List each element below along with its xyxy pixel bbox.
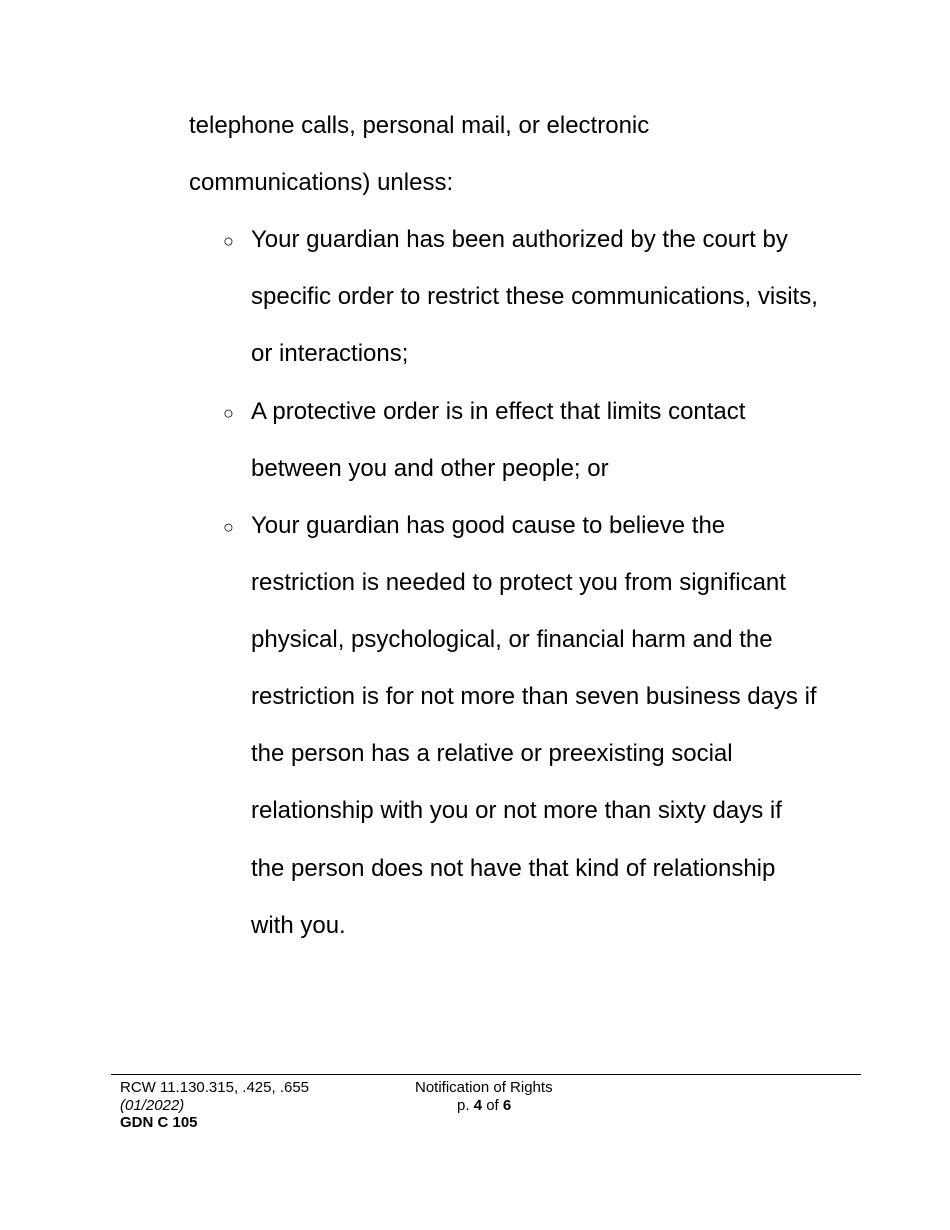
footer-form-number: GDN C 105	[120, 1114, 198, 1131]
bullet-text-line: A protective order is in effect that limits contact	[251, 398, 746, 425]
footer-revision-date: (01/2022)	[120, 1097, 185, 1114]
bullet-text-line: restriction is needed to protect you from significant	[251, 569, 786, 596]
bullet-text-line: physical, psychological, or financial harm and the	[251, 626, 773, 653]
body-text-line: telephone calls, personal mail, or electronic	[189, 112, 650, 139]
bullet-text-line: with you.	[251, 912, 346, 939]
footer-statute: RCW 11.130.315, .425, .655	[120, 1079, 310, 1096]
bullet-text-line: or interactions;	[251, 340, 409, 367]
bullet-text-line: specific order to restrict these communications, visits,	[251, 283, 818, 310]
bullet-text-line: Your guardian has good cause to believe the	[251, 512, 726, 539]
footer-page-number	[457, 1097, 511, 1114]
page-current: 4	[473, 1097, 483, 1114]
bullet-text-line: Your guardian has been authorized by the court by	[251, 226, 788, 253]
hollow-circle-bullet-icon: ○	[223, 517, 234, 537]
footer-divider	[111, 1074, 861, 1075]
bullet-text-line: restriction is for not more than seven business days if	[251, 683, 817, 710]
page-of: of	[486, 1097, 499, 1114]
bullet-text-line: between you and other people; or	[251, 455, 609, 482]
body-text-line: communications) unless:	[189, 169, 454, 196]
footer-form-title: Notification of Rights	[415, 1079, 553, 1096]
hollow-circle-bullet-icon: ○	[223, 403, 234, 423]
page-total: 6	[502, 1097, 512, 1114]
page-prefix: p.	[457, 1097, 470, 1114]
hollow-circle-bullet-icon: ○	[223, 231, 234, 251]
bullet-text-line: the person does not have that kind of relationship	[251, 855, 776, 882]
bullet-text-line: relationship with you or not more than sixty days if	[251, 797, 782, 824]
bullet-text-line: the person has a relative or preexisting social	[251, 740, 733, 767]
